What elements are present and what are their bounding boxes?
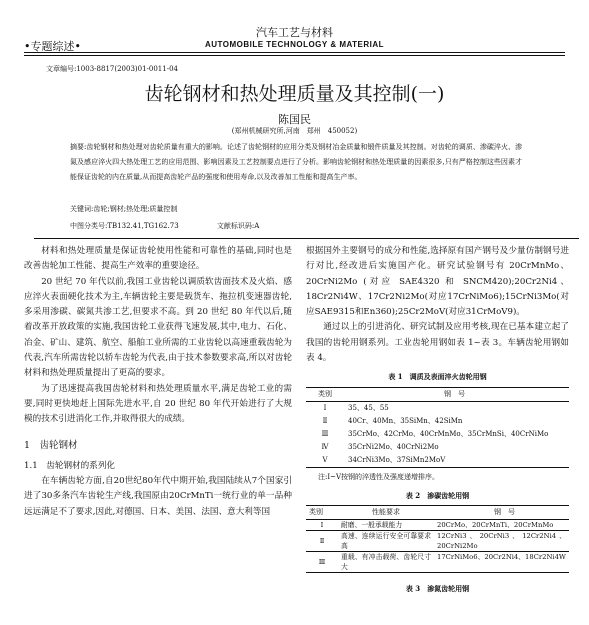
journal-title-cn: 汽车工艺与材料 (256, 26, 333, 39)
table-cell: Ⅳ (321, 442, 329, 451)
paragraph: 为了迅速提高我国齿轮材料和热处理质量水平,满足齿轮工业的需要,同时更快地赶上国际先进水平,自 20 世纪 80 年代开始进行了大规模的技术引进消化工作,并取得很大的成绩。 (24, 383, 292, 425)
table-cell: 高速、连续运行安全可靠要求高 (338, 531, 434, 552)
table3-caption: 表 3 渗氮齿轮用钢 (405, 584, 470, 594)
section-label: •专题综述• (24, 40, 81, 53)
table-cell: 35、45、55 (348, 403, 389, 412)
table2-caption: 表 2 渗碳齿轮用钢 (405, 490, 470, 500)
table1-caption: 表 1 调质及表面淬火齿轮用钢 (388, 372, 487, 382)
table-row (306, 520, 569, 531)
table-cell: Ⅰ (306, 520, 338, 531)
paragraph: 根据国外主要钢号的成分和性能,选择原有国产钢号及少量仿制钢号进行对比,经改进后实施国产化。研究试验钢号有 20CrMnMo、20CrNi2Mo (对应 SAE4320 和 SNCM420);20Cr2Ni4、18Cr2Ni4W、17Cr2Ni2Mo(对应17CrNiMo6);15CrNi3Mo(对应SAE9315和En360);25Cr2MoV(对应31CrMoV9)。 (306, 246, 569, 318)
table1-note: 注:Ⅰ~Ⅴ按钢的淬透性及强度递增排序。 (318, 472, 440, 481)
table-row (306, 531, 569, 552)
paragraph: 在车辆齿轮方面,自20世纪80年代中期开始,我国陆续从7个国家引进了30多条汽车齿轮生产线,我国原由20CrMnTi一统行业的单一品种远远满足不了要求,因此,对德国、日本、美国、法国、意大利等国 (24, 476, 292, 517)
article-number: 文章编号:1003-8817(2003)01-0011-04 (46, 65, 178, 73)
table-row (306, 401, 569, 415)
article-title: 齿轮钢材和热处理质量及其控制(一) (144, 83, 445, 105)
table-cell: Ⅴ (306, 454, 344, 468)
table-header: 钢 号 (344, 387, 569, 401)
doc-code: 文献标识码:A (216, 222, 260, 230)
table-cell: Ⅱ (306, 531, 338, 552)
table-cell: 耐磨、一般承载能力 (338, 520, 434, 531)
paragraph: 材料和热处理质量是保证齿轮使用性能和可靠性的基础,同时也是改善齿轮加工性能、提高生产效率的重要途径。 (24, 246, 292, 272)
table-cell: 40Cr、40Mn、35SiMn、42SiMn (348, 416, 463, 425)
table-cell: 12CrNi3、20CrNi3、12Cr2Ni4、20CrNi2Mo (434, 531, 569, 552)
right-column (306, 244, 569, 599)
abstract-divider (34, 238, 579, 239)
table-header: 类别 (306, 387, 344, 401)
table-row (306, 441, 569, 454)
table-cell: 重载、有冲击载荷、齿轮尺寸大 (338, 552, 434, 573)
table-header: 钢 号 (434, 506, 569, 520)
subsection-heading: 1.1 齿轮钢材的系列化 (24, 460, 116, 471)
table-cell: 35CrNi2Mo、40CrNi2Mo (348, 442, 439, 451)
table-row (306, 454, 569, 468)
table-header: 类别 (306, 506, 338, 520)
table-cell: 35CrMo、42CrMo、40CrMnMo、35CrMnSi、40CrNiMo (348, 429, 549, 438)
table-cell: Ⅲ (321, 429, 329, 438)
affiliation: (郑州机械研究所,河南 郑州 450052) (231, 127, 358, 135)
table-cell: 20CrMo、20CrMnTi、20CrMnMo (434, 520, 569, 531)
abstract (70, 140, 522, 185)
table-cell: Ⅰ (323, 403, 327, 412)
table-cell: Ⅱ (322, 416, 328, 425)
section-heading: 1 齿轮钢材 (24, 439, 78, 451)
keywords: 关键词:齿轮;钢材;热处理;质量控制 (70, 205, 178, 213)
paragraph: 通过以上的引进消化、研究试制及应用考核,现在已基本建立起了我国的齿轮用钢系列。工业齿轮用钢如表 1~表 3。车辆齿轮用钢如表 4。 (306, 322, 569, 364)
classification (70, 221, 295, 231)
paragraph: 20 世纪 70 年代以前,我国工业齿轮以调质软齿面技术及火焰、感应淬火表面硬化技术为主,车辆齿轮主要是载货车、拖拉机变速器齿轮,多采用渗碳、碳氮共渗工艺,但要求不高。到 20 世纪 80 年代以后,随着改革开放政策的实施,我国齿轮工业获得飞速发展,其中,电力、石化、冶金、矿山、建筑、航空、船舶工业所需的工业齿轮以高速重载齿轮为代表,汽车所需齿轮以轿车齿轮为代表,由于技术参数要求高,所以对齿轮材料和热处理质量提出了更高的要求。 (24, 276, 292, 379)
table-row (306, 415, 569, 428)
left-column (24, 244, 292, 520)
journal-title-en: AUTOMOBILE TECHNOLOGY & MATERIAL (204, 40, 385, 49)
table-row (306, 428, 569, 441)
table1 (306, 387, 569, 468)
table-cell: 34CrNi3Mo、37SiMn2MoV (344, 454, 569, 468)
header-rule-thin (24, 55, 565, 56)
table-row (306, 552, 569, 573)
table-header: 性能要求 (338, 506, 434, 520)
author: 陈国民 (278, 113, 311, 126)
header-rule (24, 52, 565, 53)
clc-number: 中图分类号:TB132.41,TG162.73 (70, 222, 179, 230)
table2 (306, 505, 569, 573)
table-cell: Ⅲ (306, 552, 338, 573)
table-cell: 17CrNiMo6、20Cr2Ni4、18Cr2Ni4W (434, 552, 569, 573)
abstract-text: 摘要:齿轮钢材和热处理对齿轮质量有重大的影响。论述了齿轮钢材的应用分类及钢材冶金质量和锻件质量及其控制。对齿轮的调质、渗碳淬火、渗氮及感应淬火四大热处理工艺的应用范围、影响因素及工艺控制要点进行了分析。影响齿轮钢材和热处理质量的因素很多,只有严格控制这些因素才能保证齿轮的内在质量,从而提高齿轮产品的强度和使用寿命,以及改善加工性能和提高生产率。 (70, 143, 522, 181)
